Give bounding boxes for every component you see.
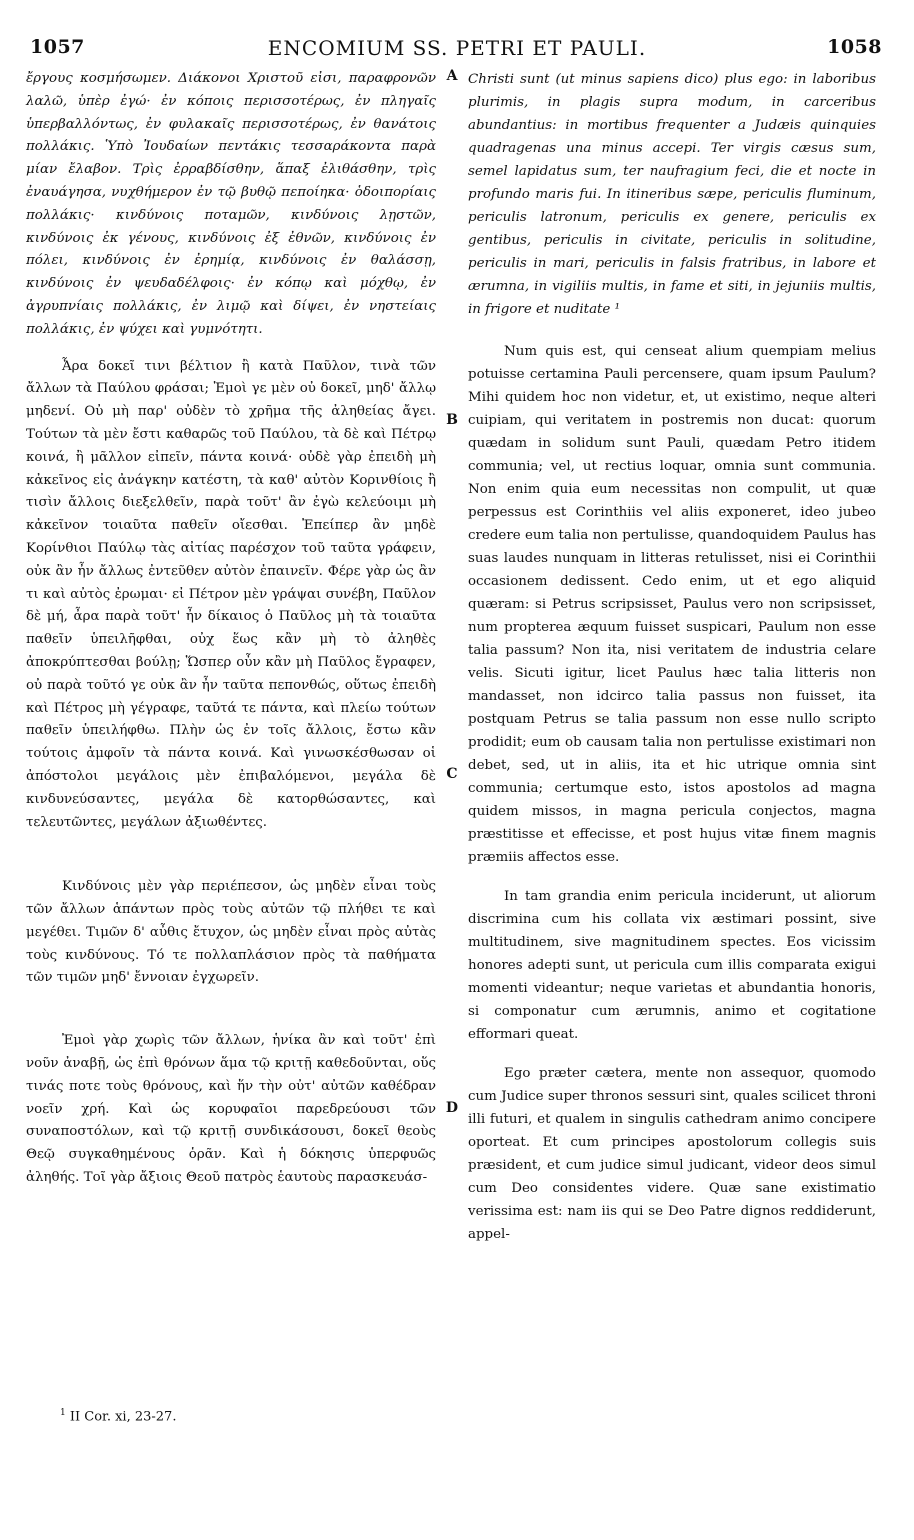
left-page-number: 1057 — [30, 36, 85, 58]
latin-paragraph: In tam grandia enim pericula inciderunt, ut aliorum discrimina cum his collata vix æstimari possint, sive multitudinem, sive magnitudinem spectes. Eos vicissim honores adepti sunt, ut pericula cum illis comparata exigui momenti videantur; neque varietas et abundantia honoris, si componatur cum ærumnis, animo et cogitatione efformari queat. — [468, 889, 876, 1042]
margin-marker-c: C — [446, 766, 458, 782]
running-title: ENCOMIUM SS. PETRI ET PAULI. — [267, 36, 647, 60]
greek-paragraph: Ἐμοὶ γὰρ χωρὶς τῶν ἄλλων, ἡνίκα ἂν καὶ τοῦτ' ἐπὶ νοῦν ἀναβῇ, ὡς ἐπὶ θρόνων ἅμα τῷ κριτῇ καθεδοῦνται, οὕς τινάς ποτε τοὺς θρόνους, καὶ ἥν τὴν οὐτ' αὐτῶν καθέδραν νοεῖν χρή. Καὶ ὡς κορυφαῖοι παρεδρεύουσι τῶν συναποστόλων, καὶ τῷ κριτῇ συνδικάσουσι, δοκεῖ θεοὺς Θεῷ συγκαθημένους ὁρᾶν. Καὶ ἡ δόκησις ὑπερφυῶς ἀληθής. Τοῖ γὰρ ἄξιοις Θεοῦ πατρὸς ἑαυτοὺς παρασκευάσ- — [26, 1033, 436, 1186]
latin-paragraph: Num quis est, qui censeat alium quempiam melius potuisse certamina Pauli percensere, quam ipsum Paulum? Mihi quidem hoc non videtur, et, ut existimo, neque alteri cuipiam, qui veritatem in postremis non ducat: quorum quædam in solidum sunt Pauli, quædam Petro itidem communia; vel, ut rectius loquar, omnia sunt communia. Non enim quia eum necessitas non compulit, ut quæ perpessus est Corinthiis vel aliis exponeret, ideo jubeo credere eum talia non pertulisse, quandoquidem Paulus has suas laudes nunquam in litteras retulisset, nisi ei Corinthii occasionem dedissent. Cedo enim, ut et ego aliquid quæram: si Petrus scripsisset, Paulus vero non scripsisset, num propterea æquum fuisset suspicari, Paulum non esse talia passum? Non ita, nisi veritatem de industria celare velis. Sicuti igitur, licet Paulus hæc talia litteris non mandasset, non idcirco talia passus non fuisset, ita postquam Petrus se talia passum non esse nullo scripto prodidit; eum ob causam talia non pertulisse existimari non debet, sed, ut in aliis, ita et hic utrique omnia sint communia; certumque esto, istos apostolos ad magna quidem missos, in magna pericula conjectos, magna præstitisse et effecisse, et post hujus vitæ finem magnis præmiis affectos esse. — [468, 344, 876, 865]
footnote — [60, 1408, 176, 1424]
latin-column — [468, 68, 876, 1246]
greek-column — [26, 68, 436, 1190]
page-header — [26, 36, 888, 60]
greek-paragraph: Κινδύνοις μὲν γὰρ περιέπεσον, ὡς μηδὲν εἶναι τοὺς τῶν ἄλλων ἁπάντων πρὸς τοὺς αὐτῶν τῷ πλήθει τε καὶ μεγέθει. Τιμῶν δ' αὖθις ἔτυχον, ὡς μηδὲν εἶναι πρὸς αὐτὰς τοὺς κινδύνους. Τό τε πολλαπλάσιον πρὸς τὰ παθήματα τῶν τιμῶν μηδ' ἔννοιαν ἐγχωρεῖν. — [26, 879, 436, 986]
latin-paragraph: Christi sunt (ut minus sapiens dico) plus ego: in laboribus plurimis, in plagis supra modum, in carceribus abundantius: in mortibus frequenter a Judæis quinquies quadragenas una minus accepi. Ter virgis cæsus sum, semel lapidatus sum, ter naufragium feci, die et nocte in profundo maris fui. In itineribus sæpe, periculis fluminum, periculis latronum, periculis ex genere, periculis ex gentibus, periculis in civitate, periculis in solitudine, periculis in mari, periculis in falsis fratribus, in labore et ærumna, in vigiliis multis, in fame et siti, in jejuniis multis, in frigore et nuditate ¹ — [468, 72, 876, 317]
margin-marker-b: B — [446, 412, 458, 428]
greek-paragraph: ἔργους κοσμήσωμεν. Διάκονοι Χριστοῦ εἰσι, παραφρονῶν λαλῶ, ὑπὲρ ἐγώ· ἐν κόποις περισσοτέρως, ἐν πληγαῖς ὑπερβαλλόντως, ἐν φυλακαῖς περισσοτέρως, ἐν θανάτοις πολλάκις. Ὑπὸ Ἰουδαίων πεντάκις τεσσαράκοντα παρὰ μίαν ἔλαβον. Τρὶς ἐρραβδίσθην, ἅπαξ ἐλιθάσθην, τρὶς ἐναυάγησα, νυχθήμερον ἐν τῷ βυθῷ πεποίηκα· ὁδοιπορίαις πολλάκις· κινδύνοις ποταμῶν, κινδύνοις λῃστῶν, κινδύνοις ἐκ γένους, κινδύνοις ἐξ ἐθνῶν, κινδύνοις ἐν πόλει, κινδύνοις ἐν ἐρημίᾳ, κινδύνοις ἐν θαλάσσῃ, κινδύνοις ἐν ψευδαδέλφοις· ἐν κόπῳ καὶ μόχθῳ, ἐν ἀγρυπνίαις πολλάκις, ἐν λιμῷ καὶ δίψει, ἐν νηστείαις πολλάκις, ἐν ψύχει καὶ γυμνότητι. — [26, 71, 436, 337]
latin-paragraph: Ego præter cætera, mente non assequor, quomodo cum Judice super thronos sessuri sint, quales scilicet throni illi futuri, et qualem in singulis cathedram animo concipere oporteat. Et cum principes apostolorum collegis suis præsident, et cum judice simul judicant, videor deos simul cum Deo considentes videre. Quæ sane existimatio verissima est: nam iis qui se Deo Patre dignos reddiderunt, appel- — [468, 1066, 876, 1242]
footnote-text: II Cor. xi, 23-27. — [69, 1409, 177, 1425]
margin-marker-a: A — [446, 68, 458, 84]
greek-paragraph: Ἆρα δοκεῖ τινι βέλτιον ἢ κατὰ Παῦλον, τινὰ τῶν ἄλλων τὰ Παύλου φράσαι; Ἐμοὶ γε μὲν οὐ δοκεῖ, μηδ' ἄλλῳ μηδενί. Οὐ μὴ παρ' οὐδὲν τὸ χρῆμα τῆς ἀληθείας ἄγει. Τούτων τὰ μὲν ἔστι καθαρῶς τοῦ Παύλου, τὰ δὲ καὶ Πέτρῳ κοινά, ἢ μᾶλλον εἰπεῖν, πάντα κοινά· οὐδὲ γὰρ ἐπειδὴ μὴ κἀκεῖνος εἰς ἀνάγκην κατέστη, τὰ καθ' αὐτὸν Κορινθίοις ἢ τισὶν ἄλλοις διεξελθεῖν, παρὰ τοῦτ' ἂν ἐγὼ κελεύοιμι μὴ κἀκεῖνον τοιαῦτα παθεῖν οἴεσθαι. Ἐπείπερ ἂν μηδὲ Κορίνθιοι Παύλῳ τὰς αἰτίας παρέσχον τοῦ ταῦτα γράφειν, οὐκ ἂν ἦν ἄλλως ἐντεῦθεν αὐτὸν ἐπαινεῖν. Φέρε γὰρ ὡς ἂν τι καὶ αὐτὸς ἐρωμαι· εἰ Πέτρον μὲν γράψαι συνέβη, Παῦλον δὲ μή, ἆρα παρὰ τοῦτ' ἦν δίκαιος ὁ Παῦλος μὴ τὰ τοιαῦτα παθεῖν ὑπειλῆφθαι, οὐχ ἕως κἂν μὴ τὸ ἀληθὲς ἀποκρύπτεσθαι βούλῃ; Ὥσπερ οὖν κἂν μὴ Παῦλος ἔγραφεν, οὐ παρὰ τοῦτό γε οὐκ ἂν ἦν ταῦτα πεπονθώς, οὕτως ἐπειδὴ καὶ Πέτρος μὴ γέγραφε, ταῦτά τε πάντα, καὶ πλείω τούτων παθεῖν ὑπειλήφθω. Πλὴν ὡς ἐν τοῖς ἄλλοις, ἔστω κἂν τούτοις ἀμφοῖν τὰ πάντα κοινά. Καὶ γινωσκέσθωσαν οἱ ἀπόστολοι μεγάλοις μὲν ἐπιβαλόμενοι, μεγάλα δὲ κινδυνεύσαντες, μεγάλα δὲ κατορθώσαντες, καὶ τελευτῶντες, μεγάλων ἀξιωθέντες. — [26, 358, 436, 830]
right-page-number: 1058 — [827, 36, 882, 58]
margin-marker-d: D — [445, 1100, 459, 1116]
footnote-mark: 1 — [60, 1408, 66, 1418]
